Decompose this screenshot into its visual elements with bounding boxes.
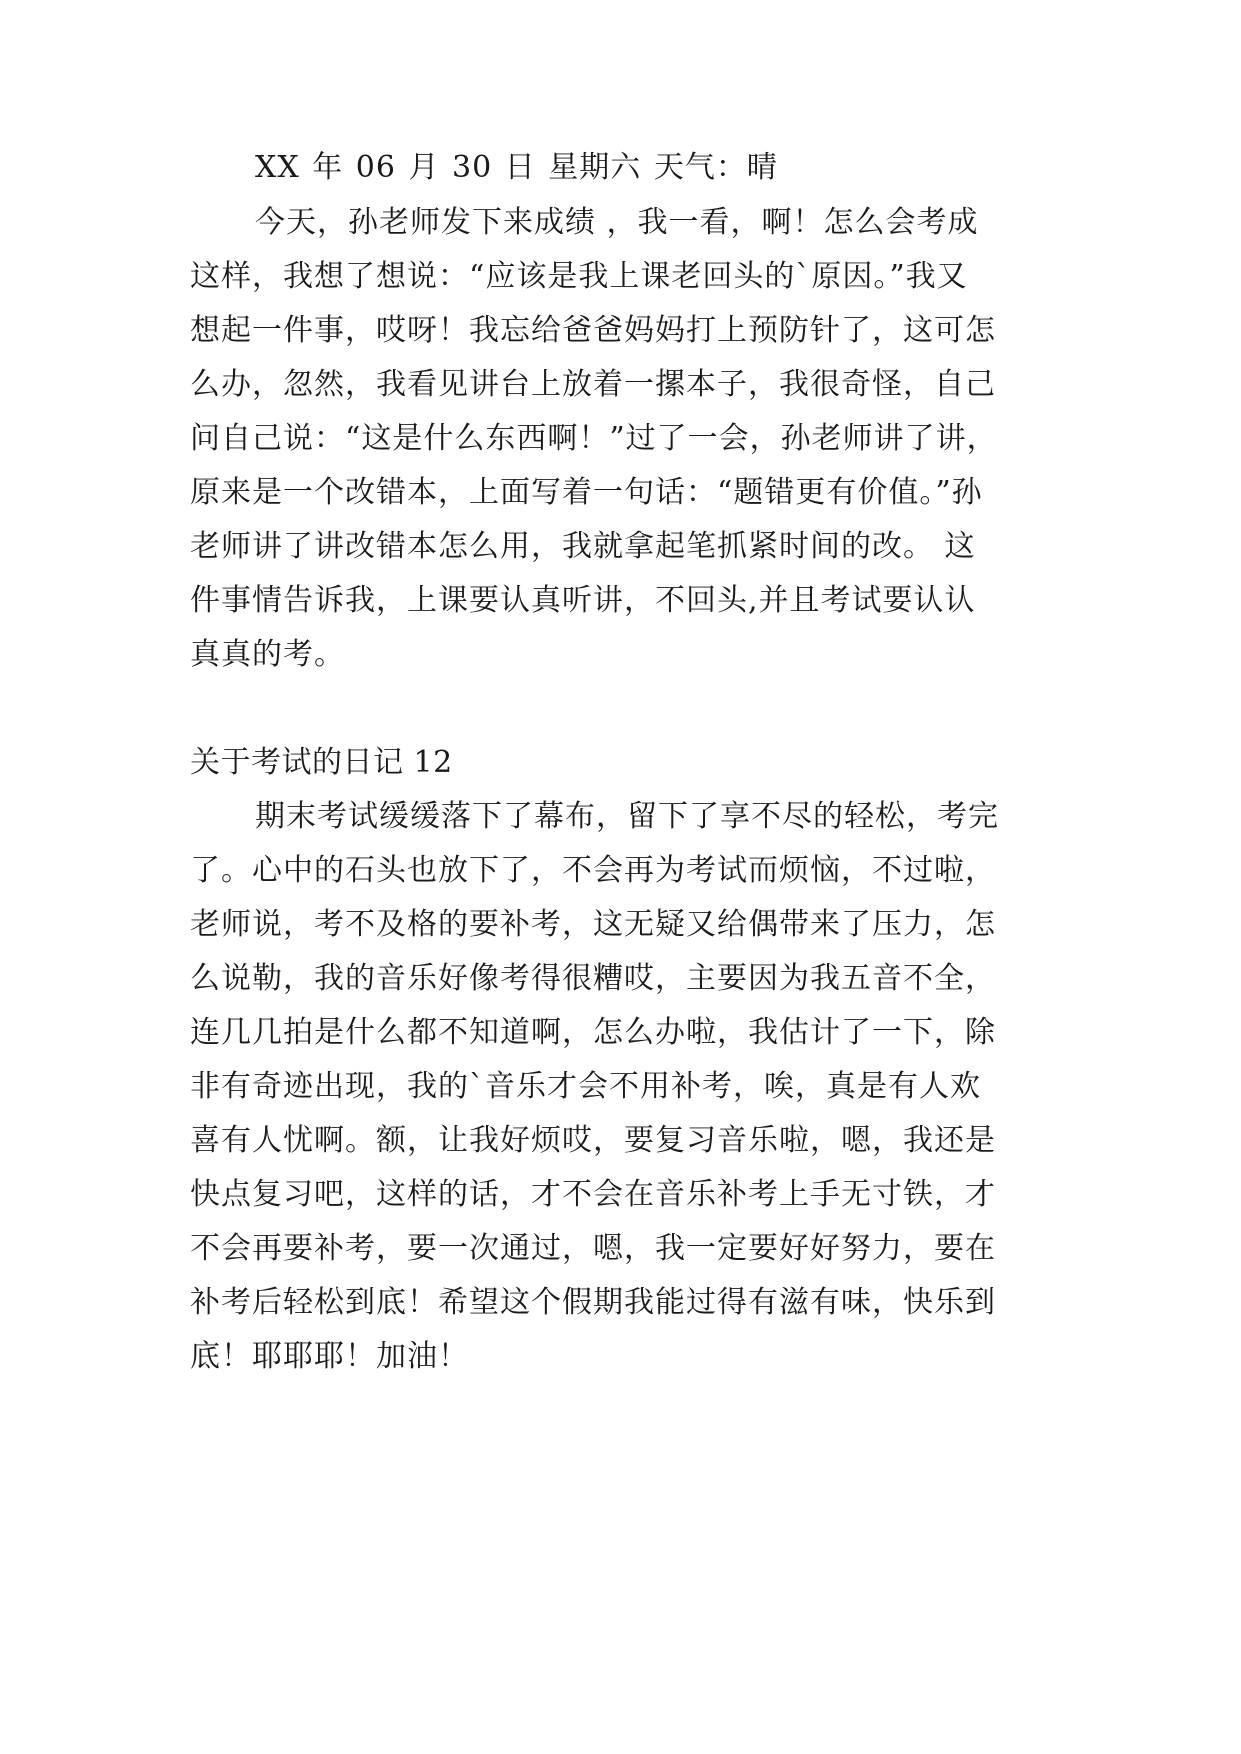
paragraph-line: 不会再要补考，要一次通过，嗯，我一定要好好努力，要在 [190,1231,996,1266]
paragraph-line: 想起一件事，哎呀！我忘给爸爸妈妈打上预防针了，这可怎 [190,313,996,348]
paragraph-line: 这样，我想了想说：“应该是我上课老回头的`原因。”我又 [190,259,968,294]
paragraph-line: 原来是一个改错本，上面写着一句话：“题错更有价值。”孙 [190,475,983,510]
diary-entry-title: 关于考试的日记 12 [190,745,453,780]
paragraph-line: 期末考试缓缓落下了幕布，留下了享不尽的轻松，考完 [255,799,999,834]
paragraph-line: 真真的考。 [190,637,345,672]
paragraph-line: 么办，忽然，我看见讲台上放着一摞本子，我很奇怪，自己 [190,367,996,402]
paragraph-line: 非有奇迹出现，我的`音乐才会不用补考，唉，真是有人欢 [190,1069,981,1104]
paragraph-line: 问自己说：“这是什么东西啊！”过了一会，孙老师讲了讲， [190,421,998,456]
paragraph-line: 喜有人忧啊。额，让我好烦哎，要复习音乐啦，嗯，我还是 [190,1123,996,1158]
paragraph-line: 底！耶耶耶！加油！ [190,1339,469,1374]
paragraph-line: 么说勒，我的音乐好像考得很糟哎，主要因为我五音不全， [190,961,996,996]
paragraph-line: 老师说，考不及格的要补考，这无疑又给偶带来了压力，怎 [190,907,996,942]
paragraph-line: 件事情告诉我，上课要认真听讲，不回头,并且考试要认认 [190,583,976,618]
paragraph-line: 了。心中的石头也放下了，不会再为考试而烦恼，不过啦， [190,853,996,888]
paragraph-line: 补考后轻松到底！希望这个假期我能过得有滋有味，快乐到 [190,1285,996,1320]
paragraph-line: 老师讲了讲改错本怎么用，我就拿起笔抓紧时间的改。 这 [190,529,976,564]
paragraph-line: 连几几拍是什么都不知道啊，怎么办啦，我估计了一下，除 [190,1015,996,1050]
diary-date-line: XX 年 06 月 30 日 星期六 天气：晴 [255,150,778,185]
paragraph-line: 今天，孙老师发下来成绩 ，我一看，啊！怎么会考成 [255,205,979,240]
paragraph-line: 快点复习吧，这样的话，才不会在音乐补考上手无寸铁，才 [190,1177,996,1212]
